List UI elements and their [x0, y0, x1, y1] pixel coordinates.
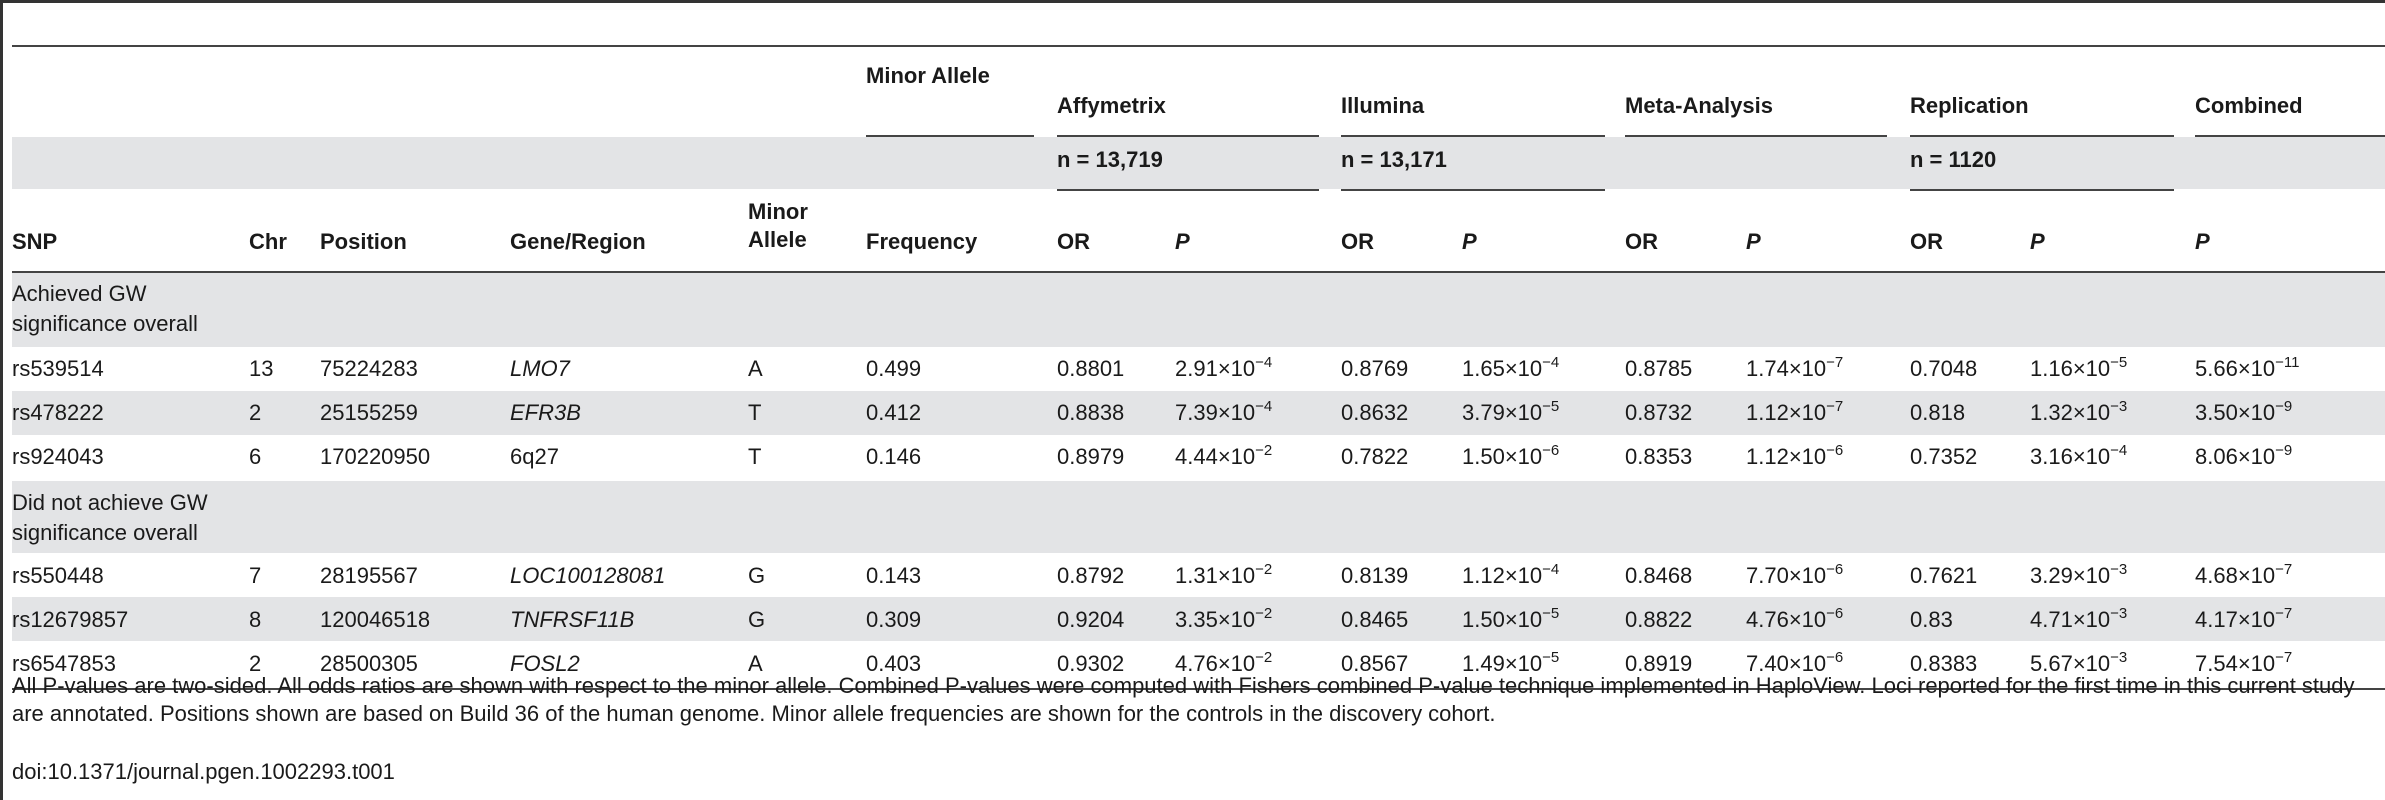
comb-p-cell — [2195, 355, 2300, 383]
rep-or-cell: 0.7352 — [1910, 444, 1978, 469]
allele-cell: A — [748, 651, 763, 676]
times-ten-symbol: ×10 — [1504, 607, 1543, 632]
p-value-mantissa: 3.79 — [1462, 400, 1505, 425]
col-snp: SNP — [12, 229, 58, 254]
p-value-exponent: −7 — [1826, 354, 1844, 371]
col-rep-p: P — [2030, 229, 2045, 254]
times-ten-symbol: ×10 — [1217, 444, 1256, 469]
p-value-exponent: −5 — [1542, 605, 1560, 622]
affy-p-cell — [1175, 606, 1272, 634]
p-value-mantissa: 4.71 — [2030, 607, 2073, 632]
position-cell: 170220950 — [320, 444, 431, 469]
affy-or-cell: 0.9204 — [1057, 607, 1125, 632]
snp-cell: rs478222 — [12, 400, 104, 425]
frequency-cell: 0.309 — [866, 607, 922, 632]
p-value-mantissa: 3.16 — [2030, 444, 2073, 469]
times-ten-symbol: ×10 — [1217, 400, 1256, 425]
affymetrix-header: Affymetrix — [1057, 93, 1166, 118]
rep-p-cell — [2030, 562, 2127, 590]
allele-cell: T — [748, 444, 762, 469]
illu-or-cell: 0.8465 — [1341, 607, 1409, 632]
position-cell: 28195567 — [320, 563, 418, 588]
top-frame-border — [0, 0, 2385, 3]
rep-p-cell — [2030, 606, 2127, 634]
times-ten-symbol: ×10 — [2237, 400, 2276, 425]
p-value-exponent: −7 — [2275, 561, 2293, 578]
p-value-mantissa: 4.17 — [2195, 607, 2238, 632]
p-value-mantissa: 7.54 — [2195, 651, 2238, 676]
p-value-exponent: −6 — [1826, 561, 1844, 578]
affy-p-cell — [1175, 562, 1272, 590]
gene-cell: FOSL2 — [510, 651, 580, 676]
replication-n: n = 1120 — [1910, 147, 1997, 172]
times-ten-symbol: ×10 — [1504, 444, 1543, 469]
p-value-exponent: −4 — [1255, 398, 1273, 415]
p-value-mantissa: 5.67 — [2030, 651, 2073, 676]
gene-cell: LMO7 — [510, 356, 570, 381]
p-value-exponent: −6 — [1542, 442, 1560, 459]
header-underline — [1910, 135, 2174, 137]
p-value-exponent: −3 — [2110, 398, 2128, 415]
p-value-mantissa: 7.70 — [1746, 563, 1789, 588]
p-value-exponent: −3 — [2110, 649, 2128, 666]
col-comb-p: P — [2195, 229, 2210, 254]
allele-cell: A — [748, 356, 763, 381]
illu-p-cell — [1462, 562, 1559, 590]
p-value-mantissa: 1.50 — [1462, 607, 1505, 632]
p-value-mantissa: 1.50 — [1462, 444, 1505, 469]
times-ten-symbol: ×10 — [2237, 444, 2276, 469]
snp-cell: rs550448 — [12, 563, 104, 588]
illu-p-cell — [1462, 606, 1559, 634]
illu-p-cell — [1462, 443, 1559, 471]
affy-p-cell — [1175, 443, 1272, 471]
p-value-exponent: −4 — [1542, 354, 1560, 371]
frequency-cell: 0.412 — [866, 400, 922, 425]
times-ten-symbol: ×10 — [1504, 563, 1543, 588]
p-value-exponent: −7 — [1826, 398, 1844, 415]
frequency-cell: 0.499 — [866, 356, 922, 381]
rep-or-cell: 0.7621 — [1910, 563, 1978, 588]
p-value-mantissa: 1.32 — [2030, 400, 2073, 425]
doi-line: doi:10.1371/journal.pgen.1002293.t001 — [12, 759, 395, 784]
times-ten-symbol: ×10 — [1788, 400, 1827, 425]
illu-or-cell: 0.8567 — [1341, 651, 1409, 676]
rep-or-cell: 0.818 — [1910, 400, 1966, 425]
times-ten-symbol: ×10 — [1217, 356, 1256, 381]
header-bottom-rule — [12, 271, 2385, 273]
header-underline — [1341, 189, 1605, 191]
p-value-mantissa: 1.16 — [2030, 356, 2073, 381]
times-ten-symbol: ×10 — [1504, 400, 1543, 425]
p-value-exponent: −5 — [2110, 354, 2128, 371]
p-value-mantissa: 1.12 — [1746, 400, 1789, 425]
col-meta-p: P — [1746, 229, 1761, 254]
p-value-exponent: −2 — [1255, 442, 1273, 459]
affymetrix-n: n = 13,719 — [1057, 147, 1163, 172]
times-ten-symbol: ×10 — [1217, 563, 1256, 588]
rep-p-cell — [2030, 443, 2127, 471]
p-value-mantissa: 8.06 — [2195, 444, 2238, 469]
illumina-n: n = 13,171 — [1341, 147, 1447, 172]
snp-cell: rs924043 — [12, 444, 104, 469]
illu-or-cell: 0.8769 — [1341, 356, 1409, 381]
p-value-exponent: −7 — [2275, 605, 2293, 622]
chr-cell: 6 — [249, 444, 262, 469]
meta-or-cell: 0.8822 — [1625, 607, 1693, 632]
times-ten-symbol: ×10 — [1788, 651, 1827, 676]
p-value-mantissa: 1.49 — [1462, 651, 1505, 676]
times-ten-symbol: ×10 — [2072, 444, 2111, 469]
p-value-exponent: −3 — [2110, 561, 2128, 578]
group-band — [12, 272, 2385, 347]
times-ten-symbol: ×10 — [2072, 563, 2111, 588]
meta-or-cell: 0.8353 — [1625, 444, 1693, 469]
header-underline — [2195, 135, 2385, 137]
col-illu-p: P — [1462, 229, 1477, 254]
gene-cell: 6q27 — [510, 444, 559, 469]
p-value-mantissa: 3.50 — [2195, 400, 2238, 425]
p-value-exponent: −2 — [1255, 649, 1273, 666]
p-value-exponent: −2 — [1255, 561, 1273, 578]
combined-header: Combined — [2195, 93, 2303, 118]
header-underline — [1057, 135, 1319, 137]
times-ten-symbol: ×10 — [2237, 356, 2276, 381]
snp-cell: rs539514 — [12, 356, 104, 381]
p-value-exponent: −11 — [2275, 354, 2300, 371]
affy-p-cell — [1175, 355, 1272, 383]
position-cell: 75224283 — [320, 356, 418, 381]
col-rep-or: OR — [1910, 229, 1943, 254]
affy-p-cell — [1175, 399, 1272, 427]
col-affy-or: OR — [1057, 229, 1090, 254]
chr-cell: 2 — [249, 651, 262, 676]
illu-p-cell — [1462, 355, 1559, 383]
meta-p-cell — [1746, 443, 1843, 471]
times-ten-symbol: ×10 — [1788, 607, 1827, 632]
frequency-cell: 0.143 — [866, 563, 922, 588]
p-value-exponent: −9 — [2275, 442, 2293, 459]
header-band — [12, 137, 2385, 189]
col-affy-p: P — [1175, 229, 1190, 254]
p-value-mantissa: 3.29 — [2030, 563, 2073, 588]
left-frame-border — [0, 0, 3, 800]
comb-p-cell — [2195, 399, 2292, 427]
times-ten-symbol: ×10 — [2072, 356, 2111, 381]
affy-or-cell: 0.8838 — [1057, 400, 1125, 425]
p-value-mantissa: 1.74 — [1746, 356, 1789, 381]
p-value-exponent: −6 — [1826, 442, 1844, 459]
group-label-line: Did not achieve GW — [12, 490, 208, 515]
p-value-exponent: −6 — [1826, 649, 1844, 666]
table-top-rule — [12, 45, 2385, 47]
meta-p-cell — [1746, 562, 1843, 590]
snp-cell: rs6547853 — [12, 651, 116, 676]
affy-or-cell: 0.8801 — [1057, 356, 1125, 381]
times-ten-symbol: ×10 — [1788, 356, 1827, 381]
illumina-header: Illumina — [1341, 93, 1425, 118]
times-ten-symbol: ×10 — [1504, 356, 1543, 381]
col-gene: Gene/Region — [510, 229, 646, 254]
frequency-cell: 0.146 — [866, 444, 922, 469]
p-value-mantissa: 4.44 — [1175, 444, 1218, 469]
rep-p-cell — [2030, 355, 2127, 383]
p-value-mantissa: 1.31 — [1175, 563, 1218, 588]
snp-cell: rs12679857 — [12, 607, 129, 632]
p-value-exponent: −5 — [1542, 398, 1560, 415]
minor-allele-group-header: Minor Allele — [866, 63, 990, 88]
p-value-exponent: −4 — [1542, 561, 1560, 578]
allele-cell: T — [748, 400, 762, 425]
chr-cell: 7 — [249, 563, 262, 588]
p-value-mantissa: 1.12 — [1746, 444, 1789, 469]
times-ten-symbol: ×10 — [2072, 607, 2111, 632]
gene-cell: TNFRSF11B — [510, 607, 635, 632]
gene-cell: LOC100128081 — [510, 563, 666, 588]
meta-p-cell — [1746, 606, 1843, 634]
p-value-exponent: −3 — [2110, 605, 2128, 622]
chr-cell: 8 — [249, 607, 262, 632]
col-position: Position — [320, 229, 407, 254]
header-underline — [1341, 135, 1605, 137]
p-value-mantissa: 3.35 — [1175, 607, 1218, 632]
p-value-exponent: −6 — [1826, 605, 1844, 622]
meta-analysis-header: Meta-Analysis — [1625, 93, 1773, 118]
group-label-line: Achieved GW — [12, 281, 147, 306]
position-cell: 120046518 — [320, 607, 431, 632]
col-frequency: Frequency — [866, 229, 978, 254]
p-value-mantissa: 1.65 — [1462, 356, 1505, 381]
position-cell: 25155259 — [320, 400, 418, 425]
times-ten-symbol: ×10 — [2237, 651, 2276, 676]
illu-or-cell: 0.8139 — [1341, 563, 1409, 588]
meta-p-cell — [1746, 399, 1843, 427]
chr-cell: 13 — [249, 356, 274, 381]
meta-or-cell: 0.8468 — [1625, 563, 1693, 588]
times-ten-symbol: ×10 — [2072, 400, 2111, 425]
position-cell: 28500305 — [320, 651, 418, 676]
times-ten-symbol: ×10 — [1788, 444, 1827, 469]
meta-or-cell: 0.8919 — [1625, 651, 1693, 676]
rep-or-cell: 0.7048 — [1910, 356, 1978, 381]
header-underline — [1910, 189, 2174, 191]
times-ten-symbol: ×10 — [2237, 563, 2276, 588]
col-chr: Chr — [249, 229, 287, 254]
times-ten-symbol: ×10 — [1788, 563, 1827, 588]
col-minor-allele: Minor Allele — [748, 199, 808, 252]
rep-or-cell: 0.8383 — [1910, 651, 1978, 676]
p-value-exponent: −4 — [2110, 442, 2128, 459]
p-value-exponent: −5 — [1542, 649, 1560, 666]
affy-or-cell: 0.8979 — [1057, 444, 1125, 469]
allele-cell: G — [748, 607, 766, 632]
col-meta-or: OR — [1625, 229, 1658, 254]
meta-p-cell — [1746, 355, 1843, 383]
header-underline — [1625, 135, 1887, 137]
p-value-exponent: −9 — [2275, 398, 2293, 415]
p-value-mantissa: 4.68 — [2195, 563, 2238, 588]
p-value-mantissa: 2.91 — [1175, 356, 1218, 381]
comb-p-cell — [2195, 606, 2292, 634]
gene-cell: EFR3B — [510, 400, 581, 425]
p-value-mantissa: 5.66 — [2195, 356, 2238, 381]
replication-header: Replication — [1910, 93, 2029, 118]
meta-or-cell: 0.8732 — [1625, 400, 1693, 425]
times-ten-symbol: ×10 — [2072, 651, 2111, 676]
rep-p-cell — [2030, 399, 2127, 427]
illu-or-cell: 0.8632 — [1341, 400, 1409, 425]
comb-p-cell — [2195, 443, 2292, 471]
affy-or-cell: 0.9302 — [1057, 651, 1125, 676]
col-illu-or: OR — [1341, 229, 1374, 254]
times-ten-symbol: ×10 — [1217, 651, 1256, 676]
frequency-cell: 0.403 — [866, 651, 922, 676]
allele-cell: G — [748, 563, 766, 588]
illu-p-cell — [1462, 399, 1559, 427]
times-ten-symbol: ×10 — [1217, 607, 1256, 632]
group-band — [12, 481, 2385, 553]
group-label-line: significance overall — [12, 311, 198, 336]
header-underline — [1057, 189, 1319, 191]
table-footnote: All P-values are two-sided. All odds ratios are shown with respect to the minor allele. Combined P-values were computed with Fishers combined P-value technique implemented in HaploView. Loci reported for the first time in this current study are annotated. Positions shown are based on Build 36 of the human genome. Minor allele frequencies are shown for the controls in the discovery cohort. — [12, 673, 2355, 726]
chr-cell: 2 — [249, 400, 262, 425]
meta-or-cell: 0.8785 — [1625, 356, 1693, 381]
header-underline — [866, 135, 1034, 137]
affy-or-cell: 0.8792 — [1057, 563, 1125, 588]
p-value-mantissa: 7.40 — [1746, 651, 1789, 676]
times-ten-symbol: ×10 — [1504, 651, 1543, 676]
comb-p-cell — [2195, 562, 2292, 590]
rep-or-cell: 0.83 — [1910, 607, 1953, 632]
times-ten-symbol: ×10 — [2237, 607, 2276, 632]
p-value-exponent: −2 — [1255, 605, 1273, 622]
p-value-mantissa: 4.76 — [1175, 651, 1218, 676]
p-value-exponent: −4 — [1255, 354, 1273, 371]
p-value-mantissa: 7.39 — [1175, 400, 1218, 425]
group-label-line: significance overall — [12, 520, 198, 545]
p-value-exponent: −7 — [2275, 649, 2293, 666]
p-value-mantissa: 1.12 — [1462, 563, 1505, 588]
illu-or-cell: 0.7822 — [1341, 444, 1409, 469]
p-value-mantissa: 4.76 — [1746, 607, 1789, 632]
